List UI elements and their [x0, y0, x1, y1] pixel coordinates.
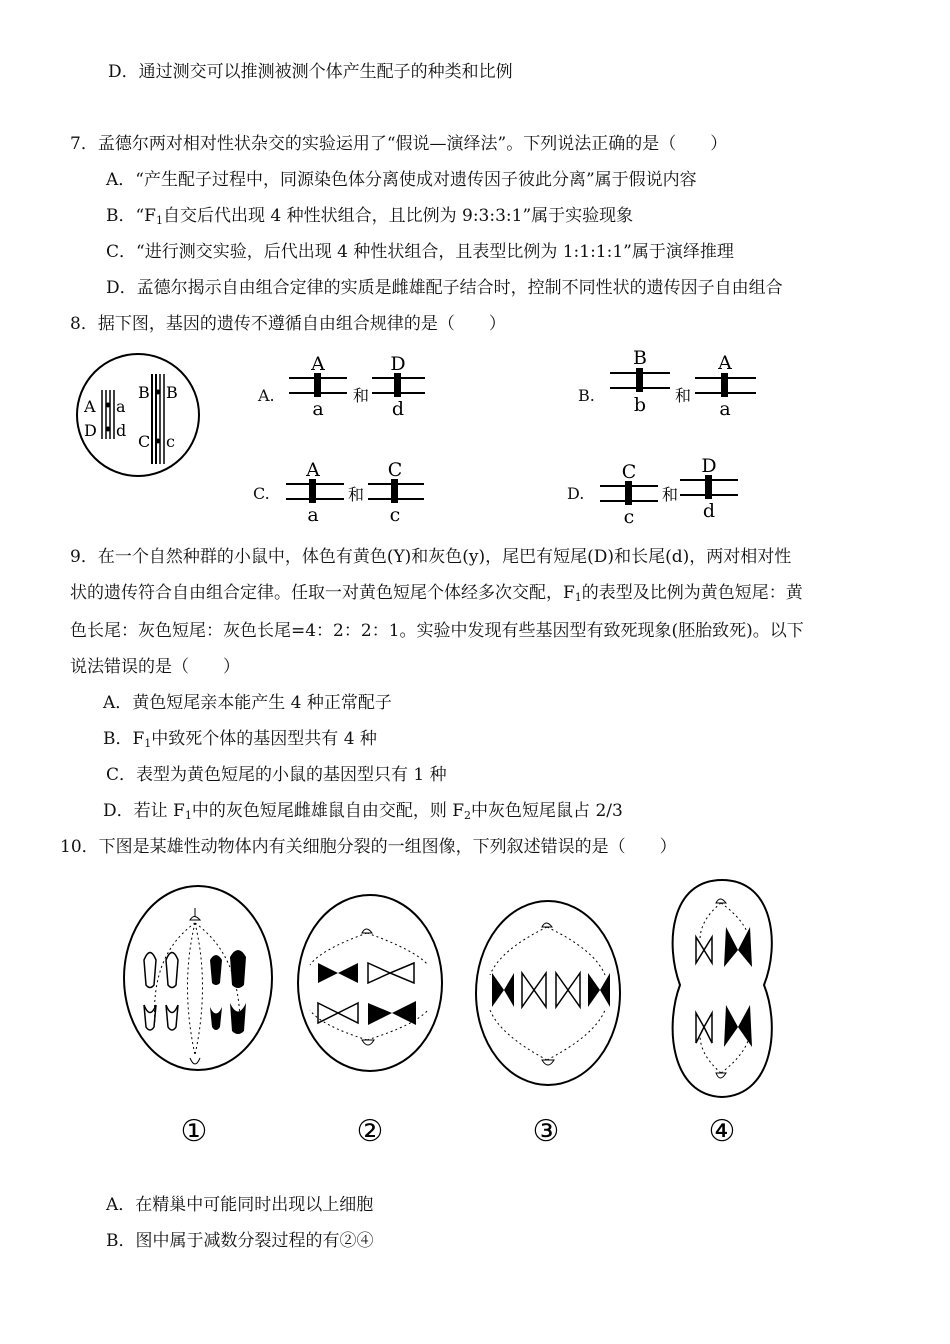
q7-b-sub: 1	[155, 214, 163, 227]
q10-stem: 10．下图是某雄性动物体内有关细胞分裂的一组图像，下列叙述错误的是（ ）	[60, 837, 677, 857]
q8-option-b-label: B.	[578, 386, 595, 405]
cell-label-4: ④	[708, 1114, 736, 1149]
opt-b-gene-2-top: A	[718, 352, 732, 374]
q9-option-d	[103, 800, 623, 822]
q10-cell-division-figure	[110, 875, 800, 1155]
opt-c-gene-2-top: C	[387, 459, 403, 481]
q8-option-d-diagram	[596, 452, 746, 528]
q8-option-a-label: A.	[258, 386, 275, 405]
q9-line-4: 说法错误的是（ ）	[70, 657, 240, 677]
q7-option-c: C．“进行测交实验，后代出现 4 种性状组合，且表型比例为 1:1:1:1”属于演绎推理	[106, 242, 734, 262]
opt-a-gene-2-top: D	[390, 353, 406, 375]
opt-b-gene-1-top: B	[633, 347, 647, 369]
cell-gene-D: D	[84, 421, 97, 440]
q7-option-a: A．“产生配子过程中，同源染色体分离使成对遗传因子彼此分离”属于假说内容	[106, 170, 697, 190]
q9-option-b	[103, 728, 377, 750]
q9-option-a: A．黄色短尾亲本能产生 4 种正常配子	[103, 693, 392, 713]
opt-c-gene-1-bottom: a	[307, 504, 319, 526]
cell-gene-C: C	[138, 432, 151, 451]
q8-option-c-label: C.	[253, 484, 270, 503]
opt-c-gene-2-bottom: c	[389, 504, 401, 526]
opt-b-gene-1-bottom: b	[633, 394, 647, 416]
opt-c-gene-1-top: A	[306, 459, 320, 481]
opt-d-gene-2-top: D	[701, 455, 717, 477]
q9-l2-post: 的表型及比例为黄色短尾：黄	[581, 583, 803, 603]
q9-b-pre: B．F	[103, 729, 145, 749]
cell-1	[124, 886, 272, 1070]
q8-cell-diagram	[72, 352, 207, 480]
opt-a-gene-1-bottom: a	[312, 398, 324, 420]
cell-3	[476, 901, 620, 1085]
q9-d-sub2: 2	[464, 809, 472, 822]
q7-b-pre: B．“F	[106, 206, 156, 226]
q8-option-c-diagram	[282, 458, 432, 528]
q9-b-post: 中致死个体的基因型共有 4 种	[151, 729, 377, 749]
q9-d-pre: D．若让 F	[103, 801, 185, 821]
cell-gene-a: a	[116, 397, 126, 416]
cell-label-1: ①	[180, 1114, 208, 1149]
opt-d-gene-1-top: C	[621, 461, 637, 483]
cell-label-2: ②	[356, 1114, 384, 1149]
opt-b-and: 和	[674, 386, 692, 405]
q7-b-post: 自交后代出现 4 种性状组合，且比例为 9:3:3:1”属于实验现象	[162, 206, 634, 226]
opt-d-gene-2-bottom: d	[702, 500, 716, 522]
q9-d-mid: 中的灰色短尾雌雄鼠自由交配，则 F	[191, 801, 465, 821]
q7-option-d: D．孟德尔揭示自由组合定律的实质是雌雄配子结合时，控制不同性状的遗传因子自由组合	[106, 278, 783, 298]
q10-option-b: B．图中属于减数分裂过程的有②④	[106, 1231, 374, 1251]
opt-a-gene-1-top: A	[311, 353, 325, 375]
q8-option-d-label: D.	[567, 484, 585, 503]
cell-gene-B2: B	[166, 383, 178, 402]
q9-line-1: 9．在一个自然种群的小鼠中，体色有黄色(Y)和灰色(y)，尾巴有短尾(D)和长尾(d)，两对相对性	[70, 547, 792, 567]
cell-gene-d: d	[116, 421, 127, 440]
q8-stem: 8．据下图，基因的遗传不遵循自由组合规律的是（ ）	[70, 314, 506, 334]
cell-4	[673, 880, 772, 1097]
cell-gene-A: A	[84, 397, 96, 416]
q9-line-2	[70, 582, 803, 604]
opt-d-and: 和	[661, 485, 679, 504]
q8-option-b-diagram	[606, 344, 766, 420]
opt-c-and: 和	[347, 485, 365, 504]
opt-b-gene-2-bottom: a	[719, 398, 731, 420]
cell-gene-B1: B	[138, 383, 150, 402]
opt-a-and: 和	[352, 386, 370, 405]
cell-label-3: ③	[532, 1114, 560, 1149]
q7-stem: 7．孟德尔两对相对性状杂交的实验运用了“假说—演绎法”。下列说法正确的是（ ）	[70, 134, 728, 154]
q9-option-c: C．表型为黄色短尾的小鼠的基因型只有 1 种	[106, 765, 447, 785]
opt-a-gene-2-bottom: d	[391, 398, 405, 420]
q9-b-sub: 1	[144, 737, 152, 750]
q9-d-sub1: 1	[184, 809, 192, 822]
q7-option-b	[106, 205, 633, 227]
q9-l2-pre: 状的遗传符合自由组合定律。任取一对黄色短尾个体经多次交配，F	[70, 583, 575, 603]
opt-d-gene-1-bottom: c	[623, 506, 635, 528]
q6-option-d: D．通过测交可以推测被测个体产生配子的种类和比例	[108, 62, 513, 82]
q9-l2-sub: 1	[574, 591, 582, 604]
q9-line-3: 色长尾：灰色短尾：灰色长尾=4：2：2：1。实验中发现有些基因型有致死现象(胚胎致死)。以下	[70, 621, 804, 641]
q9-d-post: 中灰色短尾鼠占 2/3	[471, 801, 623, 821]
cell-gene-c: c	[166, 432, 175, 451]
q10-option-a: A．在精巢中可能同时出现以上细胞	[106, 1195, 374, 1215]
cell-2	[298, 895, 442, 1071]
q8-option-a-diagram	[285, 352, 435, 424]
